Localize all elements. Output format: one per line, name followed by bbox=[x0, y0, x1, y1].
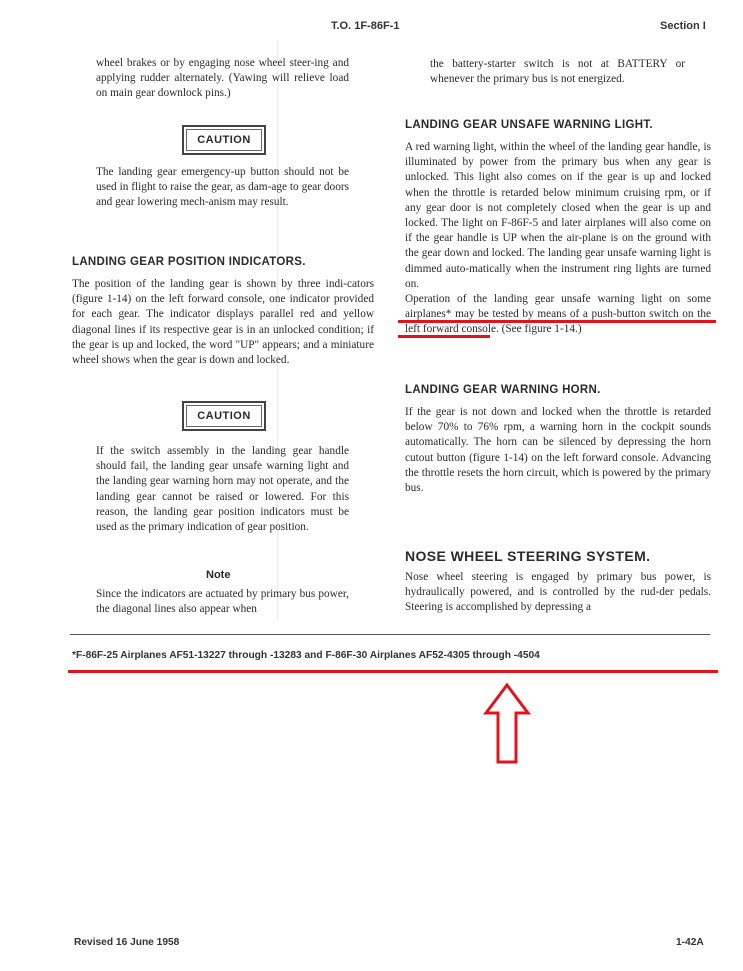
some-airplanes-highlighted: some airplanes* bbox=[405, 293, 712, 321]
section-label: Section I bbox=[660, 20, 706, 32]
heading-unsafe-warning-light: LANDING GEAR UNSAFE WARNING LIGHT. bbox=[405, 119, 653, 131]
indicators-paragraph: The position of the landing gear is shown by three indi-cators (figure 1-14) on the left forward console, one indicator provided for each gear. The indicator displays parallel red and yellow diagonal lines if its respective gear is in an unlocked condition; if the gear is up and locked, the word "UP" appears; and a miniature wheel shows when the gear is down and locked. bbox=[72, 278, 374, 367]
operation-text-rest: may be tested by means of a push-button switch on the left forward console. (See figure 1-14.) bbox=[405, 308, 711, 336]
unsafe-light-paragraph: A red warning light, within the wheel of the landing gear handle, is illuminated by power from the primary bus when any gear is unlocked. This light also comes on if the gear is up and locked when the throttle is retarded below minimum cruising rpm, or if any gear door is not completely closed when the gear is up and locked. The light on F-86F-5 and later airplanes will also come on if the gear handle is UP when the air-plane is on the ground with the gear down and locked. The landing gear unsafe warning light is dimmed auto-matically when the instrument ring lights are turned on. Operation of the landing gear unsafe warning light on some airplanes* may be tested by means of a push-button switch on the left forward console. (See figure 1-14.) bbox=[405, 140, 711, 338]
caution-label: CAUTION bbox=[197, 410, 251, 422]
caution-1-text: The landing gear emergency-up button should not be used in flight to raise the gear, as dam-age to gear doors and gear lowering mech-anism may result. bbox=[96, 166, 349, 209]
annotation-underline-footnote bbox=[68, 670, 718, 673]
footnote-text: *F-86F-25 Airplanes AF51-13227 through -13283 and F-86F-30 Airplanes AF52-4305 through -4504 bbox=[72, 650, 540, 661]
left-intro-paragraph: wheel brakes or by engaging nose wheel steer-ing and applying rudder alternately. (Yawing will relieve load on main gear downlock pins.) bbox=[96, 57, 349, 100]
annotation-underline-2 bbox=[398, 335, 490, 338]
note-text: Since the indicators are actuated by primary bus power, the diagonal lines also appear when bbox=[96, 588, 349, 616]
caution-2-text: If the switch assembly in the landing gear handle should fail, the landing gear unsafe warning light and the landing gear warning horn may not operate, and the landing gear cannot be raised or lowered. For this reason, the landing gear position indicators must be used as the primary indication of gear position. bbox=[96, 445, 349, 534]
note-label: Note bbox=[206, 569, 231, 581]
page-number: 1-42A bbox=[676, 937, 704, 948]
annotation-arrow-icon bbox=[483, 683, 531, 765]
operation-paragraph bbox=[405, 292, 711, 338]
heading-warning-horn: LANDING GEAR WARNING HORN. bbox=[405, 384, 601, 396]
footnote-rule bbox=[70, 634, 710, 635]
horn-paragraph: If the gear is not down and locked when the throttle is retarded below 70% to 76% rpm, a warning horn in the cockpit sounds automatically. The horn can be silenced by depressing the horn cutout button (figure 1-14) on the left forward console. Advancing the throttle resets the horn circuit, which is powered by the primary bus. bbox=[405, 406, 711, 495]
heading-position-indicators: LANDING GEAR POSITION INDICATORS. bbox=[72, 256, 306, 268]
caution-label: CAUTION bbox=[197, 134, 251, 146]
doc-id: T.O. 1F-86F-1 bbox=[331, 20, 400, 32]
right-cont-paragraph: the battery-starter switch is not at BATTERY or whenever the primary bus is not energized. bbox=[430, 58, 685, 86]
nose-wheel-paragraph: Nose wheel steering is engaged by primary bus power, is hydraulically powered, and is controlled by the rud-der pedals. Steering is accomplished by depressing a bbox=[405, 571, 711, 614]
annotation-underline-1 bbox=[398, 320, 716, 323]
heading-nose-wheel-steering: NOSE WHEEL STEERING SYSTEM. bbox=[405, 548, 651, 564]
revised-date: Revised 16 June 1958 bbox=[74, 937, 180, 948]
operation-text-highlighted: Operation of the landing gear unsafe warning light on bbox=[405, 293, 681, 306]
caution-box-2 bbox=[182, 401, 266, 431]
caution-box-1 bbox=[182, 125, 266, 155]
